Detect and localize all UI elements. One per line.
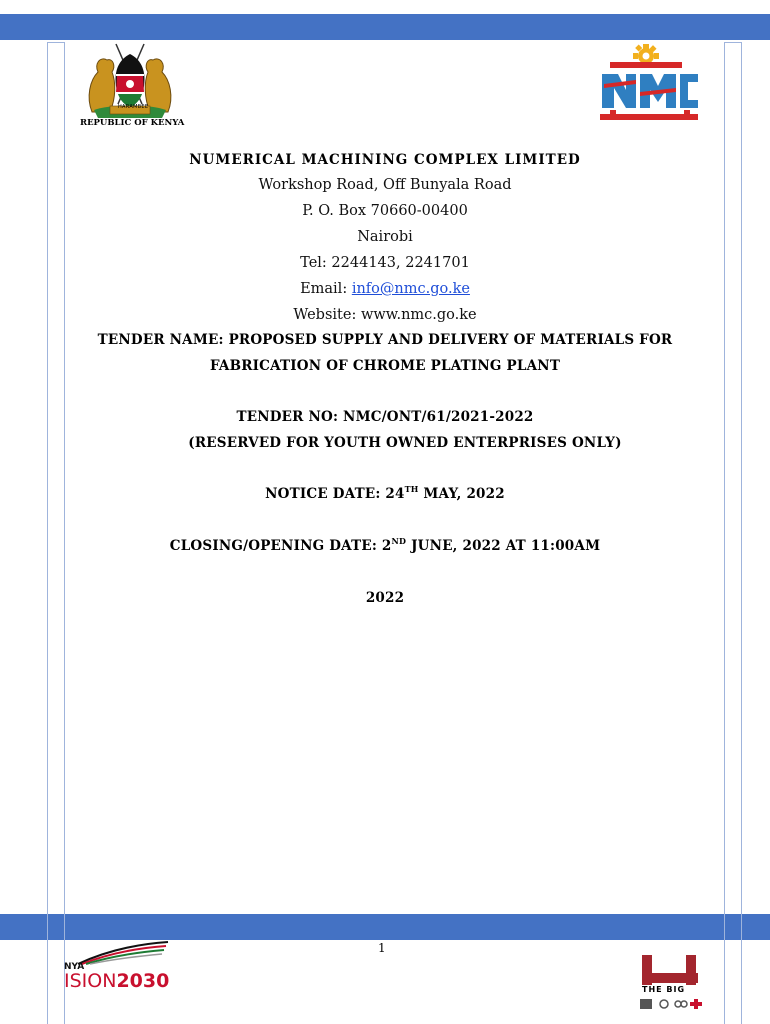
vision-swoosh-icon xyxy=(78,940,178,966)
margin-corner-tr xyxy=(724,42,741,43)
footer-band xyxy=(0,914,770,940)
big-four-logo xyxy=(640,955,710,1015)
notice-date-sup: TH xyxy=(404,484,419,494)
document-year: 2022 xyxy=(365,590,405,606)
address-line-2: P. O. Box 70660-00400 xyxy=(302,203,468,219)
vision-prefix: NYA xyxy=(64,962,85,972)
page-number: 1 xyxy=(378,941,386,955)
big-four-mark-icon xyxy=(642,955,698,985)
closing-date-prefix: CLOSING/OPENING DATE: 2 xyxy=(169,538,392,554)
nmc-logo xyxy=(596,44,700,124)
tender-number: TENDER NO: NMC/ONT/61/2021-2022 xyxy=(236,409,534,425)
notice-date-prefix: NOTICE DATE: 24 xyxy=(265,486,405,502)
closing-date-suffix: JUNE, 2022 AT 11:00AM xyxy=(406,538,601,554)
tender-reserved: (RESERVED FOR YOUTH OWNED ENTERPRISES ONLY) xyxy=(188,435,622,451)
big-four-icons xyxy=(640,997,704,1011)
closing-date-sup: ND xyxy=(391,536,407,546)
address-city: Nairobi xyxy=(357,229,413,245)
nmc-logo-icon xyxy=(596,44,700,124)
closing-date xyxy=(0,538,770,554)
vision-text: ISION xyxy=(64,970,117,992)
crest-motto: HARAMBEE xyxy=(118,104,149,110)
vision-year: 2030 xyxy=(116,970,170,992)
tender-name-line-1: TENDER NAME: PROPOSED SUPPLY AND DELIVERY OF MATERIALS FOR xyxy=(97,332,673,348)
address-line-1: Workshop Road, Off Bunyala Road xyxy=(258,177,512,193)
tender-name-line-2: FABRICATION OF CHROME PLATING PLANT xyxy=(209,358,561,374)
email-line xyxy=(0,281,770,297)
vision-2030-logo xyxy=(64,940,174,990)
website: Website: www.nmc.go.ke xyxy=(293,307,477,323)
vision-wordmark xyxy=(64,970,169,992)
crest-caption: REPUBLIC OF KENYA xyxy=(80,118,185,128)
big-four-text: THE BIG xyxy=(642,985,686,994)
header-band xyxy=(0,14,770,40)
telephone: Tel: 2244143, 2241701 xyxy=(300,255,470,271)
notice-date-suffix: MAY, 2022 xyxy=(418,486,505,502)
kenya-coat-of-arms xyxy=(80,42,185,132)
margin-corner-tl xyxy=(47,42,64,43)
company-name: NUMERICAL MACHINING COMPLEX LIMITED xyxy=(189,152,581,168)
notice-date xyxy=(0,486,770,502)
email-link[interactable]: info@nmc.go.ke xyxy=(351,281,470,297)
email-label: Email: xyxy=(300,281,352,297)
